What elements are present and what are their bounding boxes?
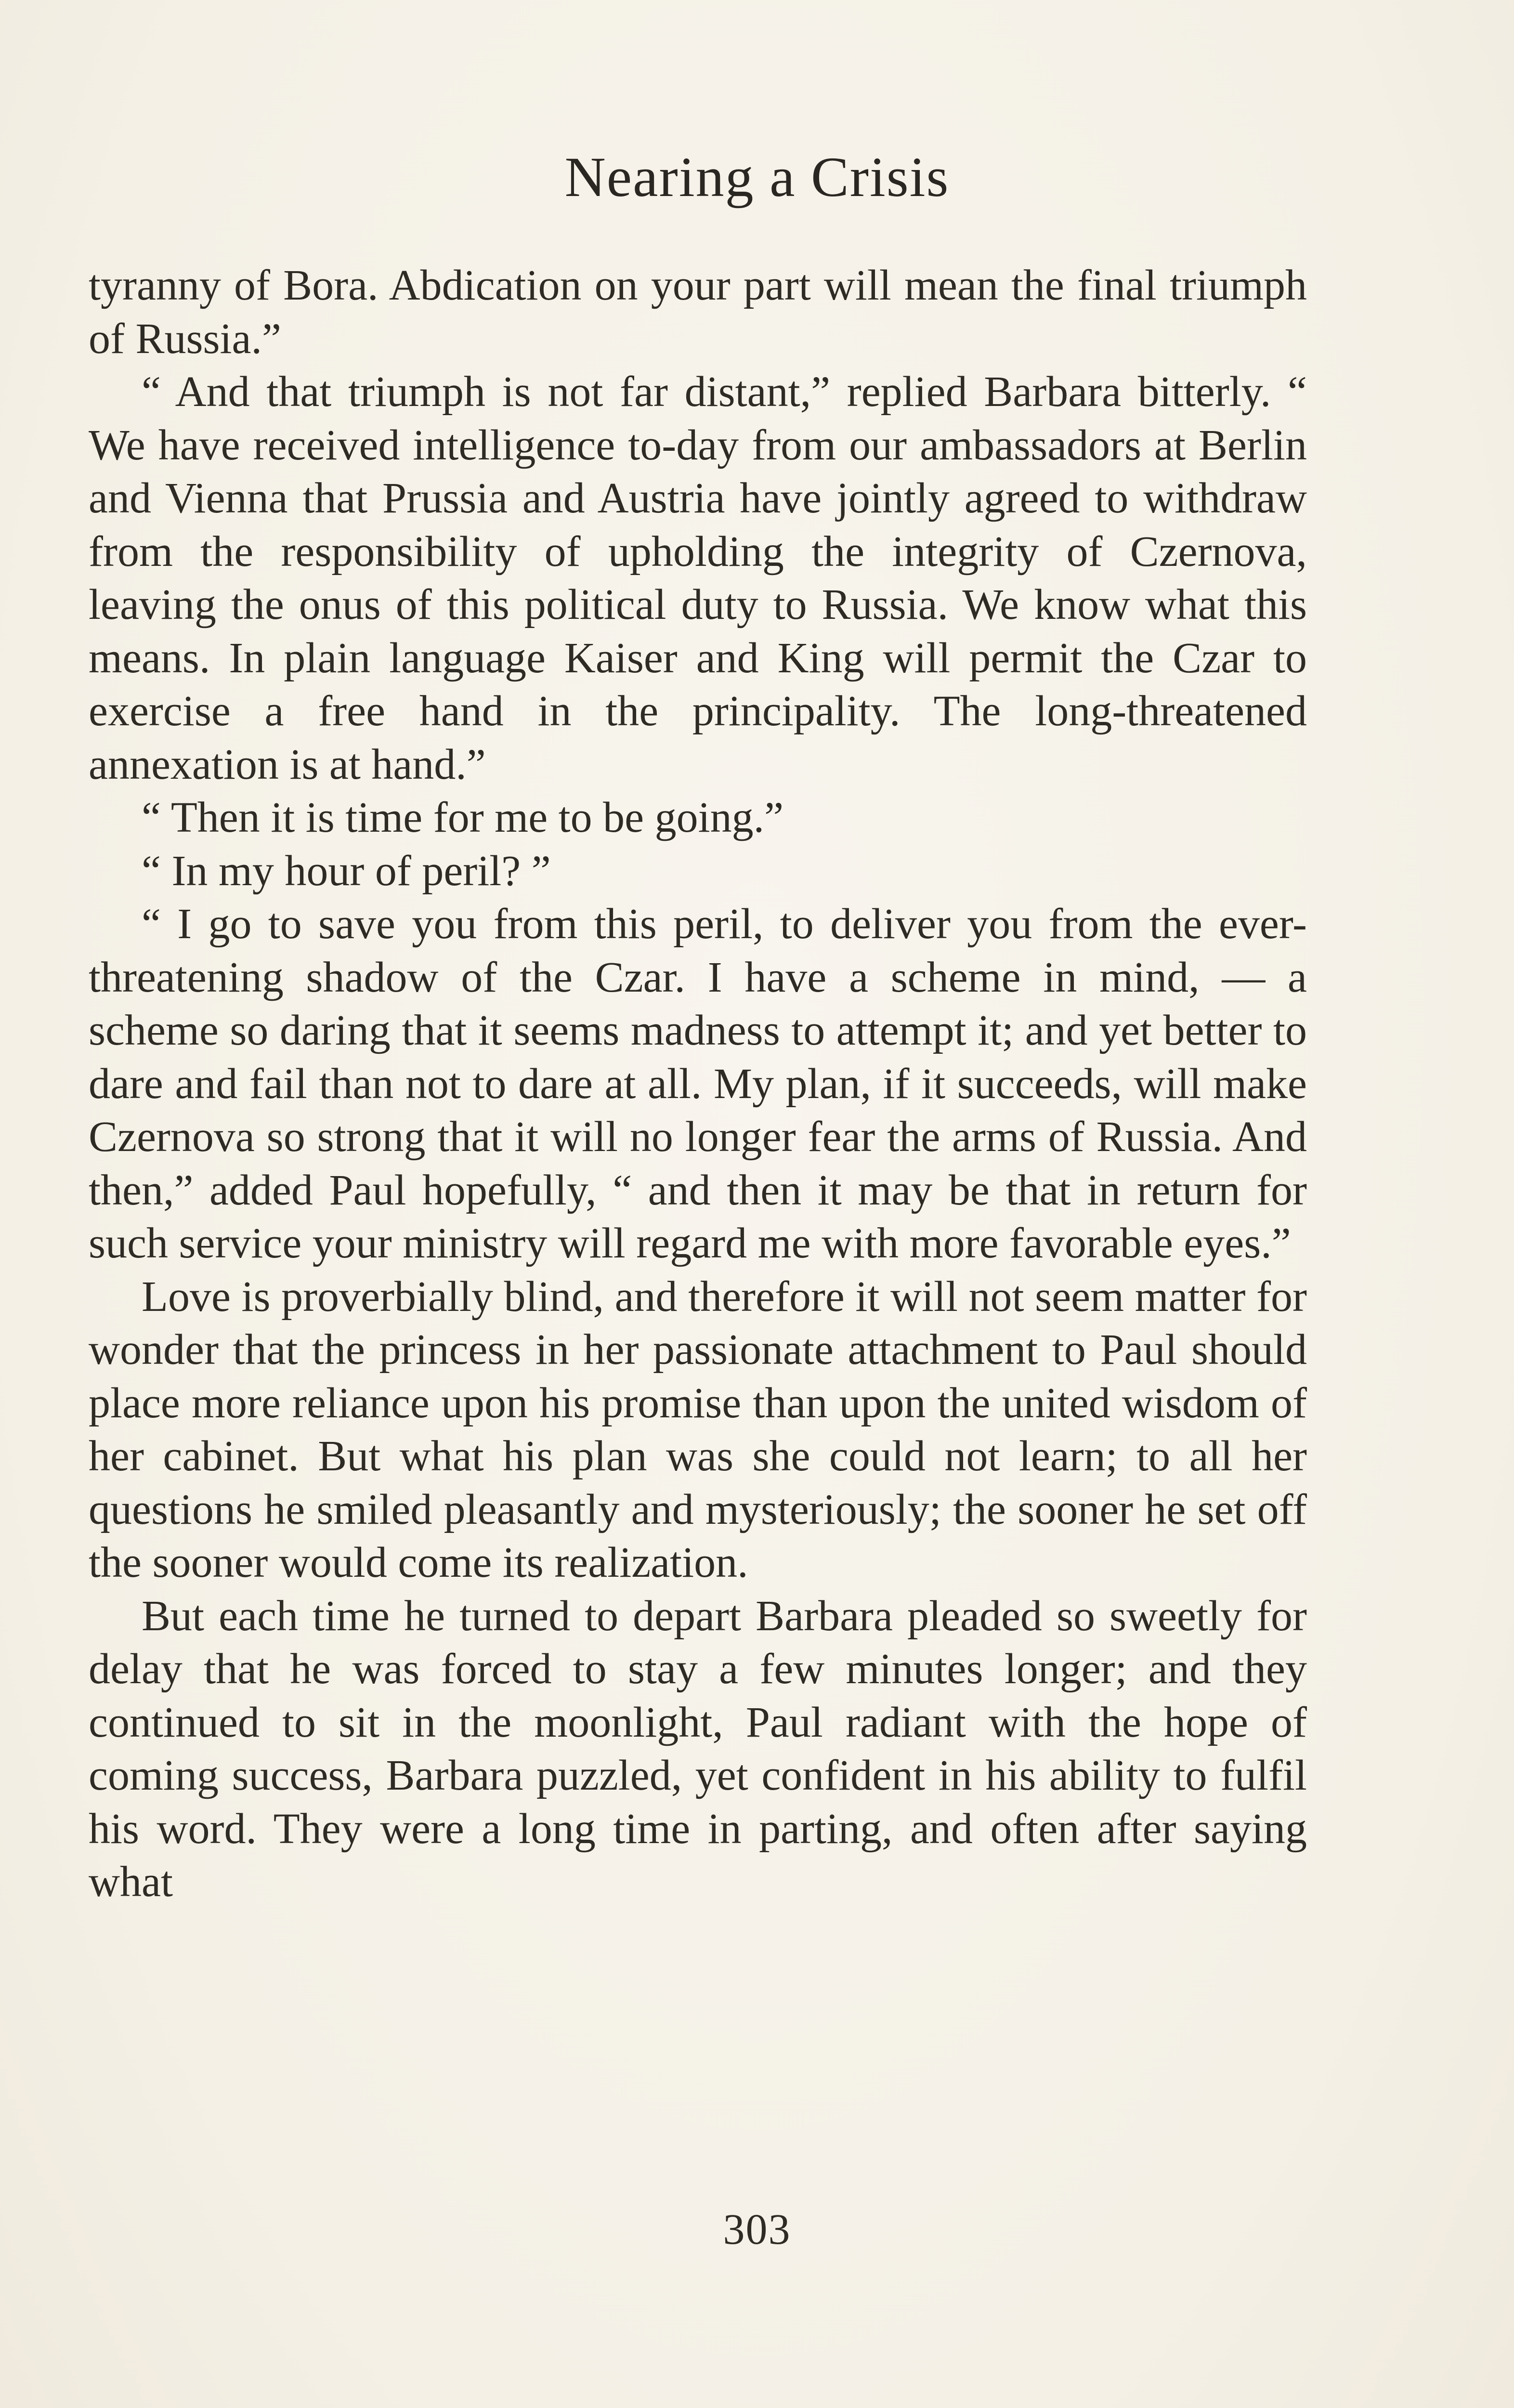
paragraph: tyranny of Bora. Abdication on your part will mean the final triumph of Russia.” [89, 262, 1307, 363]
paragraph: “ And that triumph is not far distant,” replied Barbara bitterly. “ We have received intelligence to-day from our ambassadors at Berlin and Vienna that Prussia and Austria have jointly agreed to withdraw from the responsibility of upholding the integrity of Czernova, leaving the onus of this political duty to Russia. We know what this means. In plain language Kaiser and King will permit the Czar to exercise a free hand in the principality. The long-threatened annexation is at hand.” [89, 368, 1307, 788]
paragraph: “ I go to save you from this peril, to deliver you from the ever-threatening shadow of the Czar. I have a scheme in mind, — a scheme so daring that it seems madness to attempt it; and yet better to dare and fail than not to dare at all. My plan, if it succeeds, will make Czernova so strong that it will no longer fear the arms of Russia. And then,” added Paul hopefully, “ and then it may be that in return for such service your ministry will regard me with more favorable eyes.” [89, 900, 1307, 1267]
running-head: Nearing a Crisis [564, 145, 950, 209]
page-number: 303 [723, 2206, 791, 2253]
body-text [89, 259, 1307, 1909]
paragraph: Love is proverbially blind, and therefore it will not seem matter for wonder that the princess in her passionate attachment to Paul should place more reliance upon his promise than upon the united wisdom of her cabinet. But what his plan was she could not learn; to all her questions he smiled pleasantly and mysteriously; the sooner he set off the sooner would come its realization. [89, 1272, 1307, 1586]
paragraph: “ In my hour of peril? ” [142, 847, 551, 895]
paragraph: “ Then it is time for me to be going.” [142, 794, 784, 841]
paragraph: But each time he turned to depart Barbara pleaded so sweetly for delay that he was forced to stay a few minutes longer; and they continued to sit in the moonlight, Paul radiant with the hope of coming success, Barbara puzzled, yet confident in his ability to fulfil his word. They were a long time in parting, and often after saying what [89, 1592, 1307, 1906]
